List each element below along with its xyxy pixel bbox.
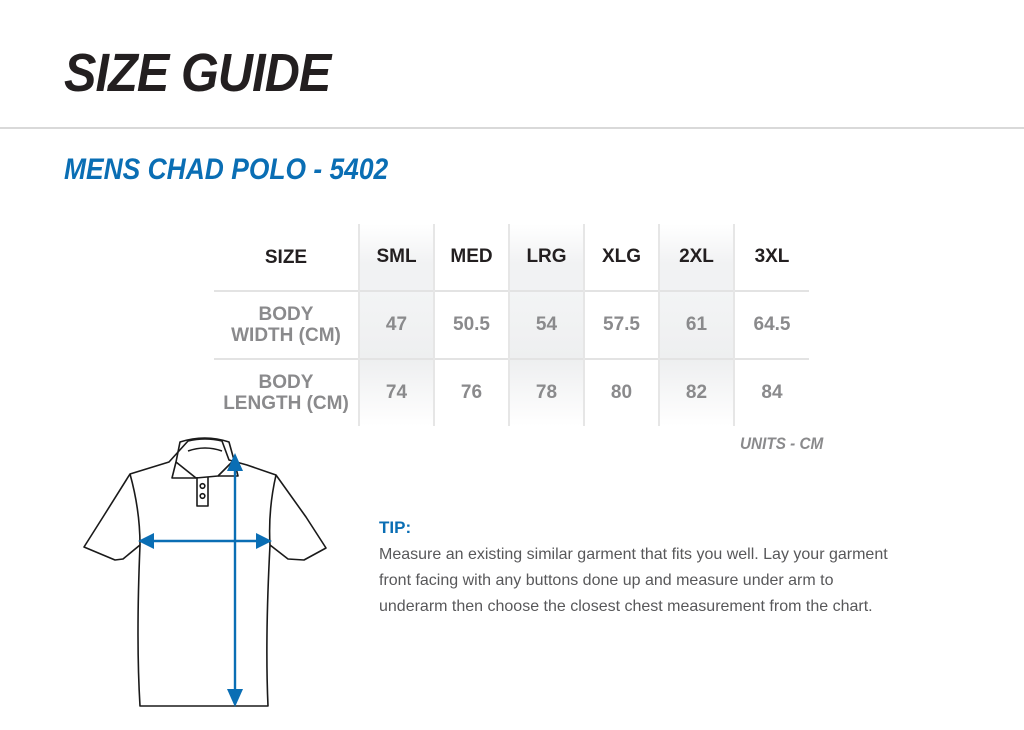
tip-line: front facing with any buttons done up and measure under arm to — [379, 572, 834, 589]
table-row-body-width — [214, 291, 809, 359]
size-col-sml: SML — [359, 224, 434, 291]
table-cell: 78 — [509, 359, 584, 426]
row-label-line1: BODY — [258, 304, 314, 325]
tip-label: TIP: — [379, 518, 412, 537]
product-title: MENS CHAD POLO - 5402 — [64, 153, 389, 186]
units-note: UNITS - CM — [740, 434, 824, 453]
table-cell: 64.5 — [734, 291, 809, 359]
size-col-2xl: 2XL — [659, 224, 734, 291]
table-cell: 82 — [659, 359, 734, 426]
table-cell: 84 — [734, 359, 809, 426]
polo-shirt-measurement-icon — [60, 420, 350, 720]
page-title: SIZE GUIDE — [64, 43, 331, 103]
table-cell: 57.5 — [584, 291, 659, 359]
table-cell: 76 — [434, 359, 509, 426]
row-label-line1: BODY — [258, 372, 314, 393]
tip-line: Measure an existing similar garment that fits you well. Lay your garment — [379, 546, 888, 563]
size-col-xlg: XLG — [584, 224, 659, 291]
table-cell: 47 — [359, 291, 434, 359]
table-cell: 61 — [659, 291, 734, 359]
tip-section — [379, 518, 979, 620]
tip-body — [379, 542, 979, 620]
size-col-lrg: LRG — [509, 224, 584, 291]
tip-line: underarm then choose the closest chest measurement from the chart. — [379, 598, 873, 615]
size-table — [214, 224, 809, 426]
size-header-label: SIZE — [264, 246, 308, 268]
header-divider — [0, 127, 1024, 129]
table-cell: 50.5 — [434, 291, 509, 359]
table-cell: 80 — [584, 359, 659, 426]
size-header-row — [214, 224, 809, 291]
table-cell: 54 — [509, 291, 584, 359]
row-label-body-width — [214, 291, 359, 359]
table-cell: 74 — [359, 359, 434, 426]
row-label-line2: LENGTH (CM) — [223, 393, 349, 414]
size-col-3xl: 3XL — [734, 224, 809, 291]
table-row-body-length — [214, 359, 809, 426]
row-label-body-length — [214, 359, 359, 426]
size-col-med: MED — [434, 224, 509, 291]
row-label-line2: WIDTH (CM) — [231, 325, 341, 346]
